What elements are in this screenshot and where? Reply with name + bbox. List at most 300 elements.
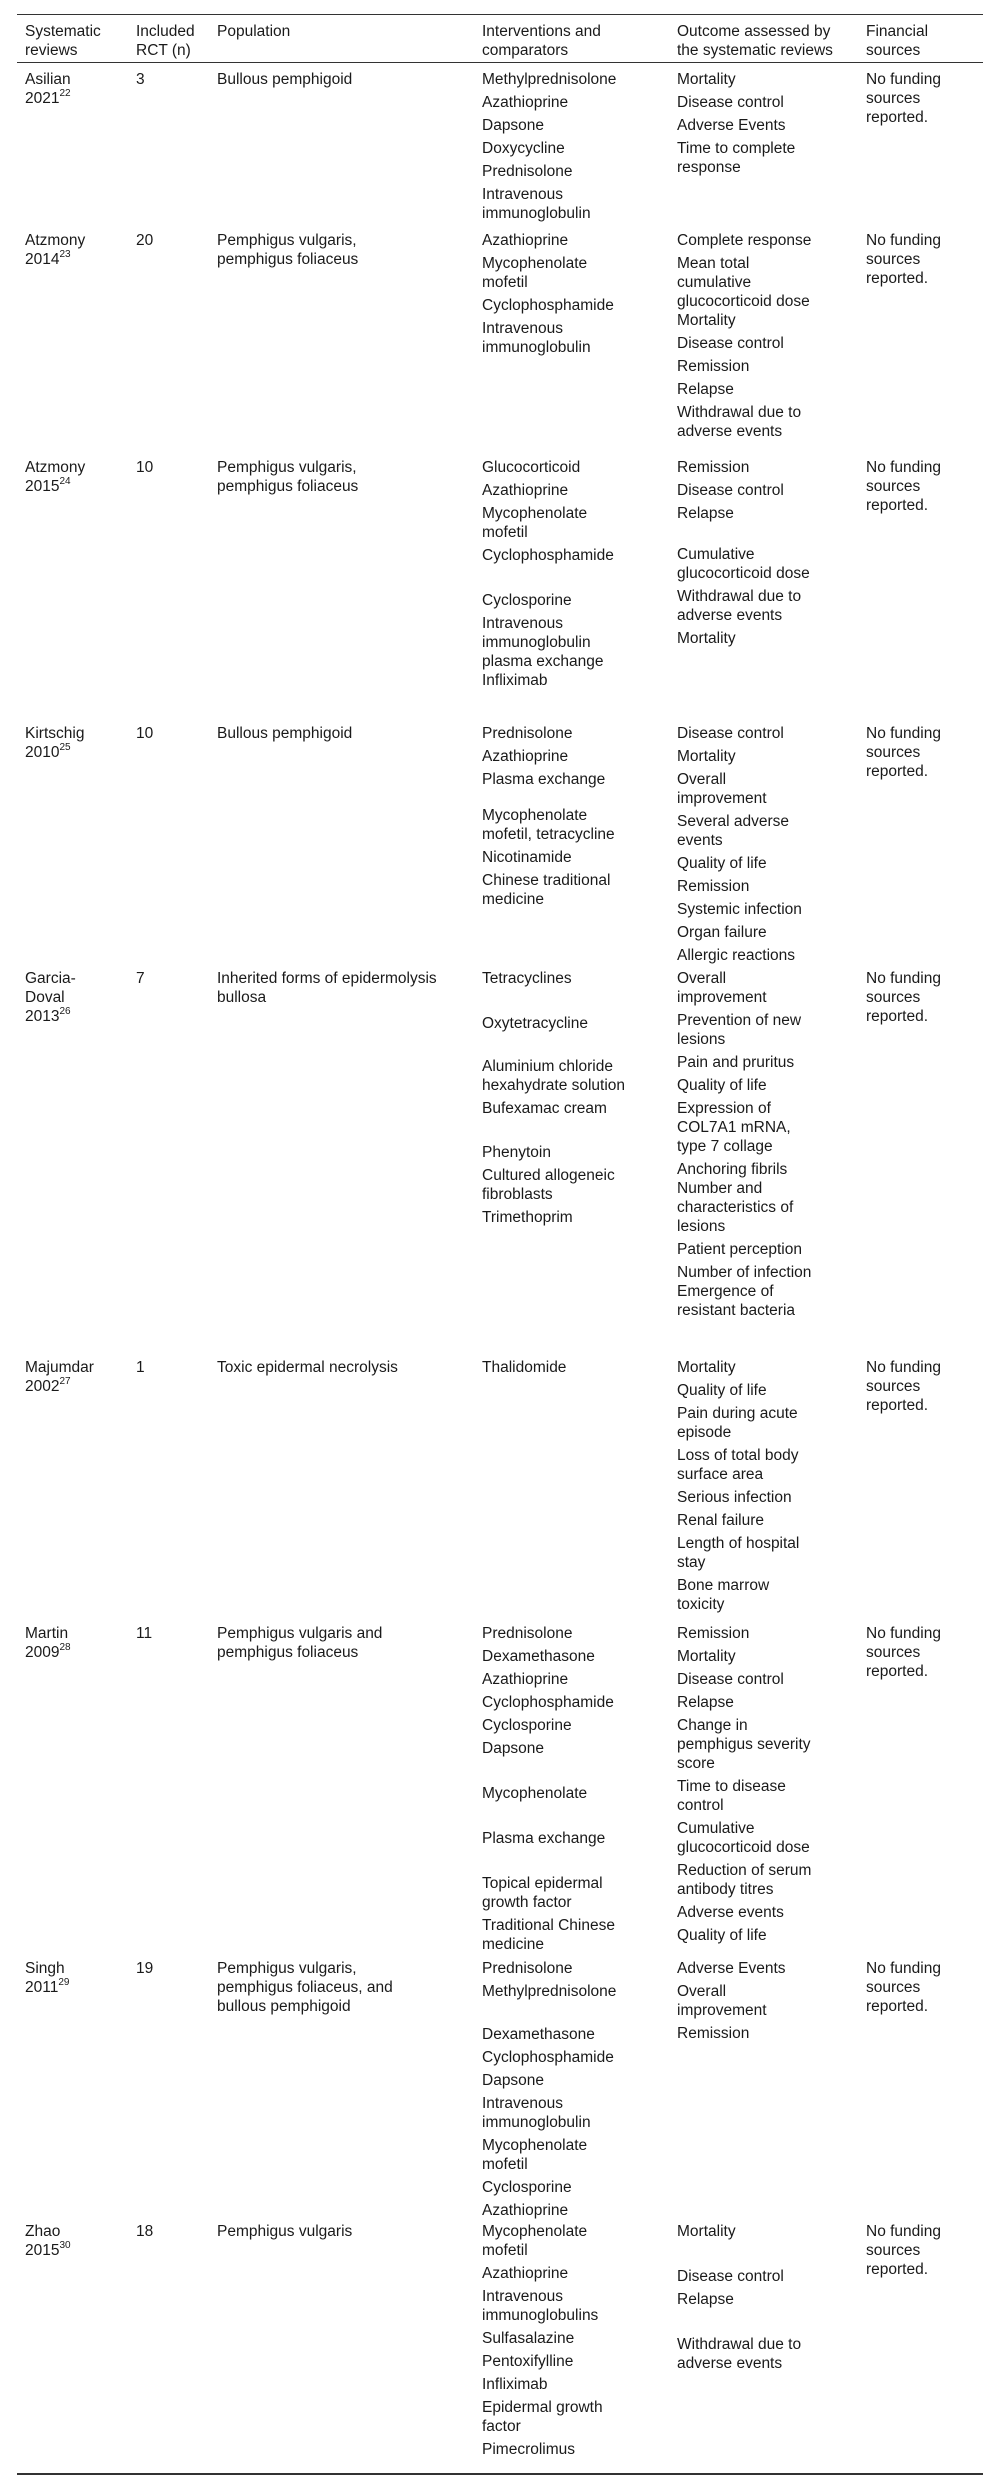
funding-source-text: No funding (866, 1960, 941, 1977)
outcome-text: Relapse (677, 381, 734, 398)
population-text: bullosa (217, 989, 267, 1006)
intervention (482, 2398, 603, 2418)
review-citation (25, 70, 71, 90)
intervention-text: Azathioprine (482, 94, 569, 111)
intervention (482, 2071, 544, 2091)
intervention (482, 591, 572, 611)
column-header (482, 22, 601, 42)
reference-superscript: 30 (59, 2240, 71, 2251)
outcome (677, 2290, 734, 2310)
outcome-text: Pain and pruritus (677, 1054, 795, 1071)
outcome (677, 93, 784, 113)
outcome (677, 158, 741, 178)
outcome-text: Mortality (677, 71, 736, 88)
outcome (677, 1076, 767, 1096)
outcome-text: Pain during acute (677, 1405, 798, 1422)
funding-source (866, 269, 928, 289)
outcome-text: Prevention of new (677, 1012, 802, 1029)
intervention (482, 2306, 598, 2326)
outcome (677, 1754, 715, 1774)
review-citation-text: 2021 (25, 90, 60, 107)
outcome (677, 1796, 724, 1816)
review-citation-text: Majumdar (25, 1359, 94, 1376)
outcome (677, 1381, 767, 1401)
intervention (482, 504, 587, 524)
outcome (677, 1160, 787, 1180)
intervention (482, 890, 544, 910)
outcome-text: Complete response (677, 232, 812, 249)
funding-source (866, 1643, 920, 1663)
intervention-text: Cyclophosphamide (482, 1694, 614, 1711)
outcome (677, 292, 810, 312)
intervention-text: Cultured allogeneic (482, 1167, 615, 1184)
review-citation (25, 231, 85, 251)
outcome-text: episode (677, 1424, 732, 1441)
outcome (677, 273, 751, 293)
population (217, 477, 358, 497)
funding-source-text: reported. (866, 497, 929, 514)
intervention (482, 1624, 572, 1644)
intervention (482, 2222, 587, 2242)
outcome (677, 254, 749, 274)
column-header-text: Included (136, 23, 195, 40)
rct-count (136, 231, 153, 251)
outcome (677, 1926, 767, 1946)
review-citation (25, 2241, 71, 2261)
intervention-text: mofetil (482, 2156, 528, 2173)
intervention-text: Azathioprine (482, 232, 569, 249)
population (217, 2222, 352, 2242)
population-text: Pemphigus vulgaris and (217, 1625, 383, 1642)
outcome-text: Overall (677, 1983, 727, 2000)
population-text: Bullous pemphigoid (217, 725, 353, 742)
outcome-text: adverse events (677, 2355, 783, 2372)
outcome (677, 1534, 799, 1554)
intervention (482, 1143, 551, 1163)
outcome (677, 1099, 771, 1119)
outcome-text: Overall (677, 970, 727, 987)
intervention (482, 806, 587, 826)
intervention (482, 1670, 568, 1690)
funding-source-text: reported. (866, 763, 929, 780)
intervention-text: Prednisolone (482, 1625, 573, 1642)
intervention (482, 2094, 563, 2114)
population-text: Pemphigus vulgaris (217, 2223, 353, 2240)
outcome-text: Number and (677, 1180, 763, 1197)
review-citation (25, 1959, 65, 1979)
funding-source (866, 988, 920, 1008)
intervention (482, 2136, 587, 2156)
intervention-text: Prednisolone (482, 1960, 573, 1977)
review-citation (25, 969, 76, 989)
intervention (482, 273, 528, 293)
population (217, 1358, 398, 1378)
outcome (677, 2335, 801, 2355)
review-citation-text: Kirtschig (25, 725, 85, 742)
column-header (136, 22, 195, 42)
outcome-text: Patient perception (677, 1241, 802, 1258)
intervention (482, 523, 528, 543)
review-citation-text: 2013 (25, 1008, 60, 1025)
intervention (482, 848, 572, 868)
intervention-text: Mycophenolate (482, 505, 588, 522)
intervention-text: factor (482, 2418, 521, 2435)
column-header (866, 22, 928, 42)
outcome-text: response (677, 159, 741, 176)
intervention-text: Prednisolone (482, 163, 573, 180)
outcome (677, 2267, 784, 2287)
outcome-text: stay (677, 1554, 706, 1571)
funding-source (866, 1662, 928, 1682)
outcome-text: lesions (677, 1218, 726, 1235)
review-citation (25, 2222, 60, 2242)
intervention (482, 185, 563, 205)
intervention-text: Cyclophosphamide (482, 2049, 614, 2066)
review-citation-text: Zhao (25, 2223, 61, 2240)
funding-source-text: No funding (866, 725, 941, 742)
outcome (677, 1595, 724, 1615)
intervention-text: Tetracyclines (482, 970, 572, 987)
intervention-text: Mycophenolate (482, 2223, 588, 2240)
outcome-text: Disease control (677, 1671, 784, 1688)
rct-count-text: 10 (136, 459, 154, 476)
intervention (482, 2113, 591, 2133)
outcome-text: characteristics of (677, 1199, 794, 1216)
outcome-text: pemphigus severity (677, 1736, 811, 1753)
review-citation (25, 1358, 94, 1378)
intervention-text: Nicotinamide (482, 849, 572, 866)
outcome-text: Withdrawal due to (677, 2336, 802, 2353)
review-citation (25, 477, 71, 497)
intervention-text: mofetil (482, 524, 528, 541)
intervention (482, 231, 568, 251)
column-header (25, 22, 101, 42)
outcome-text: surface area (677, 1466, 764, 1483)
intervention-text: Azathioprine (482, 1671, 569, 1688)
outcome (677, 1137, 773, 1157)
funding-source-text: sources (866, 1644, 921, 1661)
intervention-text: Mycophenolate (482, 1785, 588, 1802)
outcome-text: Several adverse (677, 813, 790, 830)
intervention-text: Methylprednisolone (482, 1983, 617, 2000)
outcome-text: Quality of life (677, 1927, 767, 1944)
rct-count-text: 10 (136, 725, 154, 742)
outcome (677, 629, 736, 649)
intervention-text: Bufexamac cream (482, 1100, 607, 1117)
funding-source-text: No funding (866, 1625, 941, 1642)
intervention (482, 1829, 605, 1849)
intervention-text: Azathioprine (482, 482, 569, 499)
outcome-text: Adverse Events (677, 1960, 786, 1977)
funding-source (866, 89, 920, 109)
review-citation-text: Atzmony (25, 232, 86, 249)
funding-source-text: reported. (866, 109, 929, 126)
intervention (482, 93, 568, 113)
population (217, 231, 357, 251)
outcome (677, 2354, 782, 2374)
outcome (677, 70, 736, 90)
outcome-text: adverse events (677, 423, 783, 440)
outcome-text: events (677, 832, 723, 849)
intervention-text: Cyclophosphamide (482, 547, 614, 564)
intervention (482, 139, 565, 159)
outcome (677, 854, 767, 874)
outcome (677, 1880, 774, 1900)
outcome-text: Remission (677, 459, 750, 476)
outcome (677, 1624, 749, 1644)
rct-count (136, 1358, 145, 1378)
intervention (482, 1784, 587, 1804)
rct-count (136, 1624, 152, 1644)
intervention-text: Plasma exchange (482, 771, 606, 788)
rct-count (136, 458, 153, 478)
intervention-text: Azathioprine (482, 748, 569, 765)
column-header (25, 41, 78, 61)
outcome-text: Bone marrow (677, 1577, 770, 1594)
intervention-text: Oxytetracycline (482, 1015, 588, 1032)
review-citation (25, 1978, 69, 1998)
outcome-text: glucocorticoid dose (677, 565, 810, 582)
column-header-text: Financial (866, 23, 929, 40)
population-text: Pemphigus vulgaris, (217, 232, 357, 249)
funding-source (866, 231, 941, 251)
intervention (482, 724, 572, 744)
intervention-text: Azathioprine (482, 2202, 569, 2219)
intervention (482, 1647, 595, 1667)
review-citation (25, 1643, 71, 1663)
outcome (677, 923, 767, 943)
intervention-text: Cyclosporine (482, 1717, 572, 1734)
column-header-text: Systematic (25, 23, 101, 40)
outcome-text: lesions (677, 1031, 726, 1048)
funding-source-text: No funding (866, 970, 941, 987)
intervention-text: medicine (482, 891, 545, 908)
outcome-text: Organ failure (677, 924, 767, 941)
intervention-text: Intravenous (482, 2288, 563, 2305)
outcome (677, 900, 802, 920)
intervention (482, 1166, 615, 1186)
intervention-text: immunoglobulin (482, 2114, 591, 2131)
outcome (677, 1118, 791, 1138)
outcome-text: Relapse (677, 2291, 734, 2308)
outcome-text: Remission (677, 358, 750, 375)
outcome (677, 724, 784, 744)
population-text: pemphigus foliaceus (217, 1644, 359, 1661)
intervention-text: Dexamethasone (482, 1648, 595, 1665)
intervention (482, 481, 568, 501)
intervention-text: plasma exchange (482, 653, 604, 670)
population-text: Toxic epidermal necrolysis (217, 1359, 398, 1376)
outcome (677, 1861, 811, 1881)
intervention (482, 116, 544, 136)
outcome-text: Remission (677, 1625, 750, 1642)
outcome-text: Adverse Events (677, 117, 786, 134)
intervention-text: Dapsone (482, 117, 545, 134)
reference-superscript: 24 (59, 476, 71, 487)
outcome-text: Quality of life (677, 1382, 767, 1399)
intervention-text: Cyclosporine (482, 2179, 572, 2196)
intervention-text: fibroblasts (482, 1186, 553, 1203)
funding-source (866, 724, 941, 744)
funding-source-text: No funding (866, 2223, 941, 2240)
reference-superscript: 28 (59, 1642, 71, 1653)
outcome (677, 2001, 767, 2021)
intervention-text: Intravenous (482, 2095, 563, 2112)
review-citation (25, 743, 71, 763)
reference-superscript: 29 (58, 1977, 70, 1988)
outcome (677, 1282, 774, 1302)
outcome (677, 606, 782, 626)
intervention (482, 2329, 574, 2349)
funding-source (866, 762, 928, 782)
top-rule (17, 14, 983, 15)
review-citation-text: Martin (25, 1625, 69, 1642)
population-text: Pemphigus vulgaris, (217, 459, 357, 476)
intervention (482, 770, 605, 790)
intervention (482, 2201, 568, 2221)
outcome (677, 1198, 793, 1218)
rct-count-text: 7 (136, 970, 145, 987)
outcome (677, 231, 811, 251)
outcome-text: toxicity (677, 1596, 725, 1613)
reference-superscript: 27 (59, 1376, 71, 1387)
population (217, 988, 266, 1008)
intervention (482, 458, 580, 478)
column-header (677, 41, 833, 61)
intervention (482, 2352, 573, 2372)
population (217, 969, 437, 989)
outcome-text: improvement (677, 989, 767, 1006)
rct-count-text: 20 (136, 232, 154, 249)
intervention-text: immunoglobulins (482, 2307, 599, 2324)
outcome-text: Disease control (677, 482, 784, 499)
population (217, 724, 352, 744)
outcome-text: Quality of life (677, 855, 767, 872)
intervention (482, 825, 615, 845)
outcome-text: Mortality (677, 630, 736, 647)
funding-source (866, 1358, 941, 1378)
review-citation (25, 89, 71, 109)
column-header (866, 41, 920, 61)
intervention-text: Trimethoprim (482, 1209, 573, 1226)
outcome-text: Mortality (677, 1359, 736, 1376)
outcome (677, 2222, 736, 2242)
review-citation (25, 724, 84, 744)
outcome-text: Anchoring fibrils (677, 1161, 788, 1178)
intervention (482, 1014, 588, 1034)
funding-source (866, 1624, 941, 1644)
intervention (482, 546, 614, 566)
bottom-rule (17, 2473, 983, 2475)
funding-source (866, 1959, 941, 1979)
intervention-text: Dapsone (482, 2072, 545, 2089)
population-text: Bullous pemphigoid (217, 71, 353, 88)
population-text: Pemphigus vulgaris, (217, 1960, 357, 1977)
outcome-text: improvement (677, 790, 767, 807)
intervention-text: Mycophenolate (482, 2137, 588, 2154)
funding-source-text: reported. (866, 1663, 929, 1680)
funding-source-text: No funding (866, 71, 941, 88)
outcome-text: Length of hospital (677, 1535, 800, 1552)
funding-source (866, 1997, 928, 2017)
outcome (677, 334, 784, 354)
funding-source-text: sources (866, 478, 921, 495)
intervention (482, 2264, 568, 2284)
outcome (677, 1576, 769, 1596)
intervention-text: immunoglobulin (482, 339, 591, 356)
rct-count (136, 70, 145, 90)
outcome (677, 1670, 784, 1690)
outcome-text: resistant bacteria (677, 1302, 796, 1319)
funding-source (866, 2241, 920, 2261)
funding-source (866, 2260, 928, 2280)
outcome (677, 422, 782, 442)
outcome (677, 1488, 792, 1508)
population-text: pemphigus foliaceus (217, 478, 359, 495)
outcome-text: Quality of life (677, 1077, 767, 1094)
outcome (677, 770, 726, 790)
outcome-text: Withdrawal due to (677, 404, 802, 421)
population-text: bullous pemphigoid (217, 1998, 351, 2015)
intervention (482, 1208, 573, 1228)
outcome (677, 139, 795, 159)
outcome-text: improvement (677, 2002, 767, 2019)
review-citation (25, 1377, 71, 1397)
funding-source (866, 1396, 928, 1416)
intervention (482, 2241, 528, 2261)
outcome (677, 1959, 786, 1979)
outcome (677, 458, 749, 478)
funding-source (866, 108, 928, 128)
intervention (482, 70, 616, 90)
intervention (482, 1893, 572, 1913)
rct-count (136, 1959, 153, 1979)
intervention-text: Pimecrolimus (482, 2441, 576, 2458)
outcome-text: type 7 collage (677, 1138, 773, 1155)
review-citation-text: 2002 (25, 1378, 60, 1395)
review-citation-text: 2009 (25, 1644, 60, 1661)
reference-superscript: 22 (59, 88, 71, 99)
funding-source (866, 969, 941, 989)
funding-source-text: sources (866, 90, 921, 107)
funding-source-text: reported. (866, 1998, 929, 2015)
outcome-text: Mortality (677, 2223, 736, 2240)
intervention-text: Prednisolone (482, 725, 573, 742)
outcome-text: Withdrawal due to (677, 588, 802, 605)
outcome-text: score (677, 1755, 715, 1772)
intervention (482, 1076, 625, 1096)
outcome-text: glucocorticoid dose (677, 293, 810, 310)
intervention-text: Intravenous (482, 320, 563, 337)
review-citation-text: Atzmony (25, 459, 86, 476)
intervention (482, 296, 614, 316)
intervention-text: immunoglobulin (482, 634, 591, 651)
outcome-text: Mortality (677, 312, 736, 329)
reference-superscript: 25 (59, 742, 71, 753)
outcome (677, 969, 726, 989)
outcome-text: Expression of (677, 1100, 771, 1117)
funding-source-text: sources (866, 989, 921, 1006)
outcome (677, 380, 734, 400)
funding-source (866, 1377, 920, 1397)
outcome (677, 1735, 811, 1755)
outcome (677, 1819, 755, 1839)
outcome (677, 311, 736, 331)
outcome (677, 877, 749, 897)
funding-source (866, 70, 941, 90)
review-citation-text: Asilian (25, 71, 71, 88)
column-header-text: sources (866, 42, 921, 59)
